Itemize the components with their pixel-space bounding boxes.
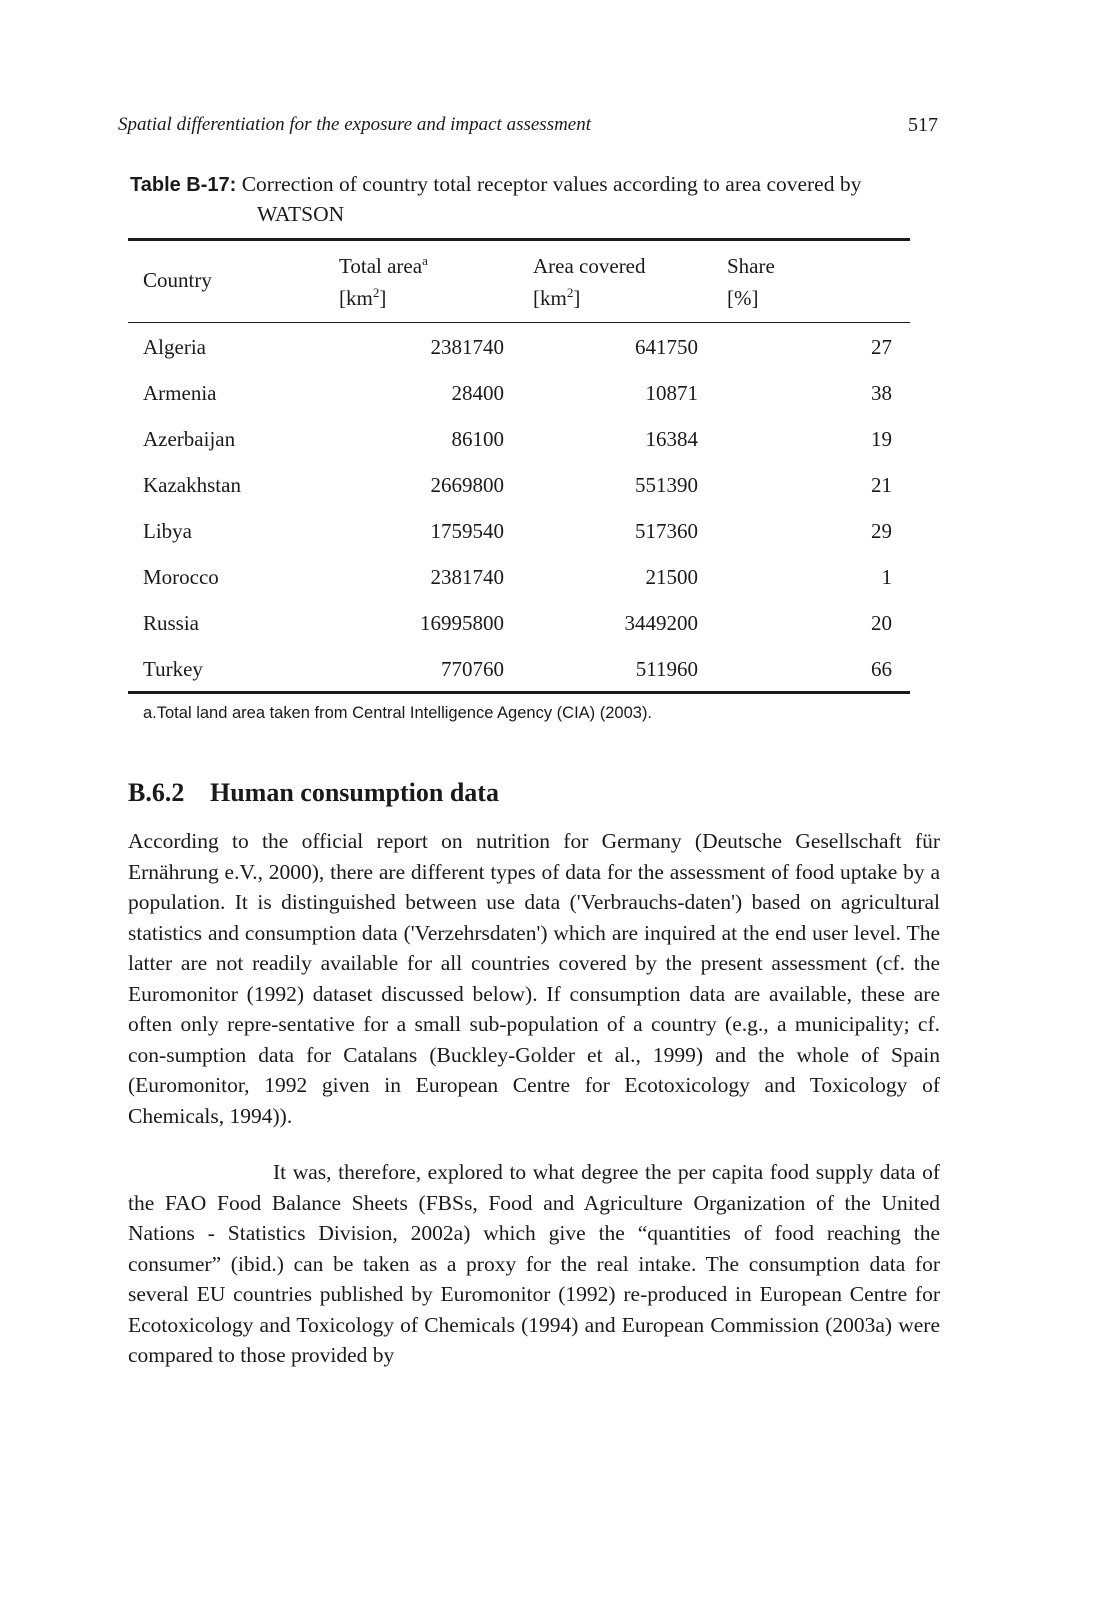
- header-share: Share: [727, 254, 775, 278]
- cell-total-area: 86100: [451, 427, 504, 451]
- cell-share: 1: [881, 565, 892, 589]
- header-area-covered-unit: $[km^2]$: [533, 285, 581, 310]
- table-bottom-rule: [128, 691, 910, 694]
- cell-area-covered: 21500: [645, 565, 698, 589]
- cell-area-covered: 3449200: [624, 611, 698, 635]
- cell-share: 19: [871, 427, 892, 451]
- cell-country: Azerbaijan: [143, 427, 236, 451]
- cell-country: Russia: [143, 611, 200, 635]
- cell-area-covered: 16384: [645, 427, 698, 451]
- cell-country: Algeria: [143, 335, 206, 359]
- cell-country: Turkey: [143, 657, 203, 681]
- header-total-area: Total area$^a$: [339, 253, 428, 278]
- cell-share: 38: [871, 381, 892, 405]
- cell-area-covered: 10871: [645, 381, 698, 405]
- cell-area-covered: 511960: [635, 657, 698, 681]
- cell-share: 66: [871, 657, 892, 681]
- cell-total-area: 28400: [451, 381, 504, 405]
- header-area-covered: Area covered: [533, 254, 646, 278]
- cell-country: Armenia: [143, 381, 217, 405]
- table-top-rule: [128, 238, 910, 241]
- cell-total-area: 2669800: [430, 473, 504, 497]
- page-number: 517: [908, 114, 938, 136]
- header-country: Country: [143, 268, 212, 292]
- header-total-area-unit: $[km^2]$: [339, 285, 387, 310]
- cell-area-covered: 517360: [635, 519, 698, 543]
- cell-total-area: 2381740: [430, 335, 504, 359]
- running-head: [118, 114, 938, 144]
- cell-total-area: 1759540: [430, 519, 504, 543]
- body-paragraph: According to the official report on nutrition for Germany (Deutsche Gesellschaft für Ernährung e.V., 2000), there are different types of data for the assessment of food uptake by a population. It is distinguished between use data ('Verbrauchs-daten') based on agricultural statistics and consumption data ('Verzehrsdaten') which are inquired at the end user level. The latter are not readily available for all countries covered by the present assessment (cf. the Euromonitor (1992) dataset discussed below). If consumption data are available, these are often only repre-sentative for a small sub-population of a country (e.g., a municipality; cf. con-sumption data for Catalans (Buckley-Golder et al., 1999) and the whole of Spain (Euromonitor, 1992 given in European Centre for Ecotoxicology and Toxicology of Chemicals, 1994)).: [128, 829, 940, 1128]
- cell-share: 27: [871, 335, 892, 359]
- cell-area-covered: 641750: [635, 335, 698, 359]
- cell-country: Libya: [143, 519, 192, 543]
- cell-country: Morocco: [143, 565, 219, 589]
- running-head-title: Spatial differentiation for the exposure and impact assessment: [118, 114, 592, 135]
- cell-total-area: 770760: [441, 657, 504, 681]
- section-number: B.6.2: [128, 778, 185, 807]
- section-heading: [128, 778, 499, 808]
- table-caption-label: Table B-17:: [130, 174, 237, 196]
- body-paragraph: It was, therefore, explored to what degree the per capita food supply data of the FAO Food Balance Sheets (FBSs, Food and Agriculture Organization of the United Nations - Statistics Division, 2002a) which give the “quantities of food reaching the consumer” (ibid.) can be taken as a proxy for the real intake. The consumption data for several EU countries published by Euromonitor (1992) re-produced in European Centre for Ecotoxicology and Toxicology of Chemicals (1994) and European Commission (2003a) were compared to those provided by: [128, 1160, 940, 1367]
- table-caption-text-line2: WATSON: [257, 202, 345, 226]
- table-header-rule: [128, 322, 910, 323]
- table-footnote: a.Total land area taken from Central Intelligence Agency (CIA) (2003).: [143, 704, 653, 722]
- cell-share: 29: [871, 519, 892, 543]
- cell-total-area: 16995800: [420, 611, 504, 635]
- table-caption-text-line1: Correction of country total receptor values according to area covered by: [241, 172, 862, 196]
- cell-area-covered: 551390: [635, 473, 698, 497]
- cell-total-area: 2381740: [430, 565, 504, 589]
- header-share-unit: [%]: [727, 286, 759, 310]
- cell-share: 20: [871, 611, 892, 635]
- cell-country: Kazakhstan: [143, 473, 241, 497]
- cell-share: 21: [871, 473, 892, 497]
- section-title: Human consumption data: [210, 778, 499, 807]
